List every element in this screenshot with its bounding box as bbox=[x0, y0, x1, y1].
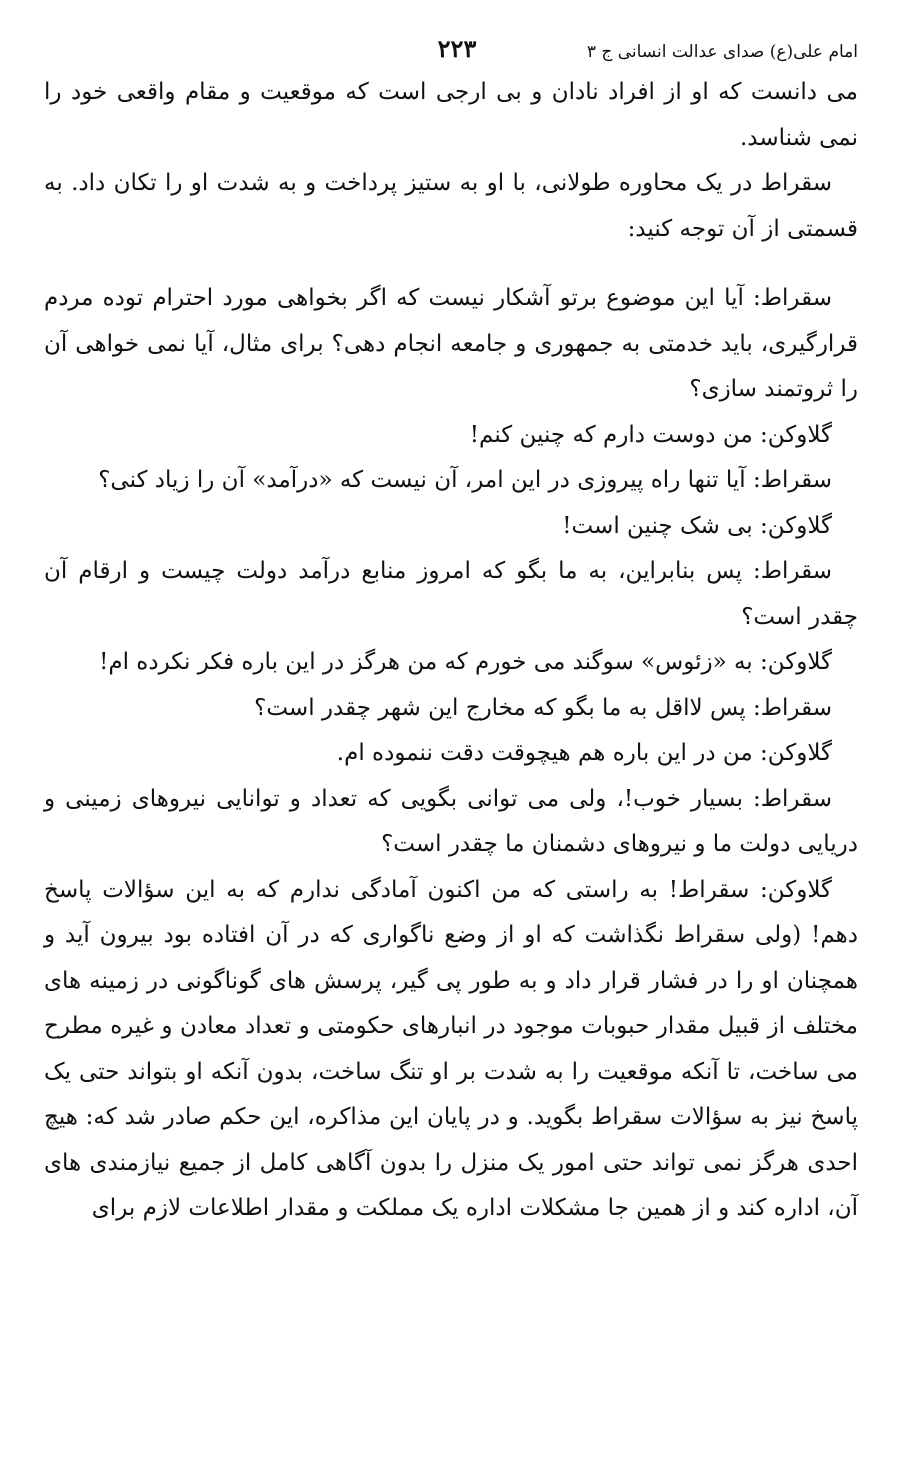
dialogue-line: سقراط: بسیار خوب!، ولی می توانی بگویی که تعداد و توانایی نیروهای زمینی و دریایی دولت ما و نیروهای دشمنان ما چقدر است؟ bbox=[44, 785, 858, 857]
running-title: امام علی(ع) صدای عدالت انسانی ج ۳ bbox=[586, 42, 858, 62]
dialogue-line: گلاوکن: بی شک چنین است! bbox=[562, 512, 832, 539]
dialogue-line: سقراط: آیا تنها راه پیروزی در این امر، آن نیست که «درآمد» آن را زیاد کنی؟ bbox=[98, 467, 832, 493]
dialogue-line: سقراط: پس لااقل به ما بگو که مخارج این شهر چقدر است؟ bbox=[254, 694, 832, 721]
dialogue-line: گلاوکن: من دوست دارم که چنین کنم! bbox=[469, 421, 832, 448]
book-page bbox=[44, 30, 858, 1232]
dialogue-line: سقراط: پس بنابراین، به ما بگو که امروز منابع درآمد دولت چیست و ارقام آن چقدر است؟ bbox=[44, 558, 858, 630]
dialogue-line: گلاوکن: سقراط! به راستی که من اکنون آمادگی ندارم که به این سؤالات پاسخ دهم! (ولی سقراط نگذاشت که او از وضع ناگواری که در آن افتاده بود بیرون آید و همچنان او را در فشار قرار داد و به طور پی گیر، پرسش های گوناگونی در زمینه های مختلف از قبیل مقدار حبوبات موجود در انبارهای حکومتی و تعداد معادن و غیره مطرح می ساخت، تا آنکه موقعیت را به شدت بر او تنگ ساخت، بدون آنکه او بتواند حتی یک پاسخ نیز به سؤالات سقراط بگوید. و در پایان این مذاکره، این حکم صادر شد که: هیچ احدی هرگز نمی تواند حتی امور یک منزل را بدون آگاهی کامل از جمیع نیازمندی های آن، اداره کند و از همین جا مشکلات اداره یک مملکت و مقدار اطلاعات لازم برای bbox=[44, 876, 858, 1221]
dialogue-line: سقراط: آیا این موضوع برتو آشکار نیست که اگر بخواهی مورد احترام توده مردم قرارگیری، باید خدمتی به جمهوری و جامعه انجام دهی؟ برای مثال، آیا نمی خواهی آن را ثروتمند سازی؟ bbox=[44, 285, 858, 402]
dialogue-line: گلاوکن: من در این باره هم هیچوقت دقت ننموده ام. bbox=[336, 740, 832, 766]
dialogue-line: گلاوکن: به «زئوس» سوگند می خورم که من هرگز در این باره فکر نکرده ام! bbox=[99, 649, 832, 675]
page-number: ۲۲۳ bbox=[437, 34, 477, 63]
page-header bbox=[44, 30, 858, 70]
paragraph: می دانست که او از افراد نادان و بی ارجی است که موقعیت و مقام واقعی خود را نمی شناسد. bbox=[44, 79, 858, 151]
paragraph: سقراط در یک محاوره طولانی، با او به ستیز پرداخت و به شدت او را تکان داد. به قسمتی از آن توجه کنید: bbox=[44, 170, 858, 242]
body-text bbox=[44, 70, 858, 1232]
